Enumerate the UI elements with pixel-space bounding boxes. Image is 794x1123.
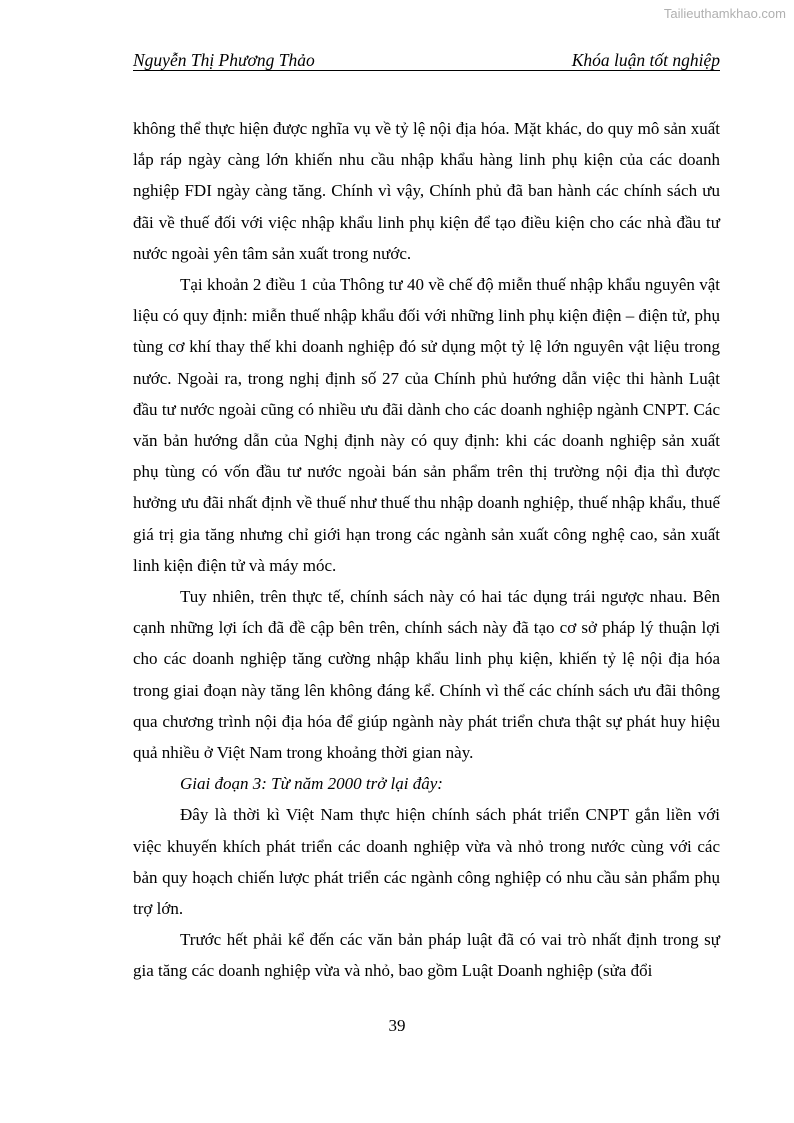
paragraph: Tại khoản 2 điều 1 của Thông tư 40 về chế độ miễn thuế nhập khẩu nguyên vật liệu có quy định: miễn thuế nhập khẩu đối với những linh phụ kiện điện – điện tử, phụ tùng cơ khí thay thế khi doanh nghiệp đó sử dụng một tỷ lệ lớn nguyên vật liệu trong nước. Ngoài ra, trong nghị định số 27 của Chính phủ hướng dẫn việc thi hành Luật đầu tư nước ngoài cũng có nhiều ưu đãi dành cho các doanh nghiệp ngành CNPT. Các văn bản hướng dẫn của Nghị định này có quy định: khi các doanh nghiệp sản xuất phụ tùng có vốn đầu tư nước ngoài bán sản phẩm trên thị trường nội địa thì được hưởng ưu đãi nhất định về thuế như thuế thu nhập doanh nghiệp, thuế nhập khẩu, thuế giá trị gia tăng nhưng chỉ giới hạn trong các ngành sản xuất công nghệ cao, sản xuất linh kiện điện tử và máy móc. (133, 275, 720, 575)
header-author: Nguyễn Thị Phương Thảo (133, 50, 315, 70)
page-header (133, 50, 720, 71)
watermark: Tailieuthamkhao.com (663, 6, 786, 21)
header-title: Khóa luận tốt nghiệp (571, 50, 720, 70)
paragraph: Tuy nhiên, trên thực tế, chính sách này có hai tác dụng trái ngược nhau. Bên cạnh những lợi ích đã đề cập bên trên, chính sách này đã tạo cơ sở pháp lý thuận lợi cho các doanh nghiệp tăng cường nhập khẩu linh phụ kiện, khiến tỷ lệ nội địa hóa trong giai đoạn này tăng lên không đáng kể. Chính vì thế các chính sách ưu đãi thông qua chương trình nội địa hóa để giúp ngành này phát triển chưa thật sự phát huy hiệu quả nhiều ở Việt Nam trong khoảng thời gian này. (133, 587, 720, 763)
paragraph: không thể thực hiện được nghĩa vụ về tỷ lệ nội địa hóa. Mặt khác, do quy mô sản xuất lắp ráp ngày càng lớn khiến nhu cầu nhập khẩu hàng linh phụ kiện của các doanh nghiệp FDI ngày càng tăng. Chính vì vậy, Chính phủ đã ban hành các chính sách ưu đãi về thuế đối với việc nhập khẩu linh phụ kiện để tạo điều kiện cho các nhà đầu tư nước ngoài yên tâm sản xuất trong nước. (133, 119, 720, 263)
section-heading: Giai đoạn 3: Từ năm 2000 trở lại đây: (180, 774, 443, 794)
page-number: 39 (388, 1016, 406, 1035)
body-text (133, 113, 720, 987)
paragraph: Trước hết phải kể đến các văn bản pháp luật đã có vai trò nhất định trong sự gia tăng các doanh nghiệp vừa và nhỏ, bao gồm Luật Doanh nghiệp (sửa đổi (133, 930, 720, 981)
paragraph: Đây là thời kì Việt Nam thực hiện chính sách phát triển CNPT gắn liền với việc khuyến khích phát triển các doanh nghiệp vừa và nhỏ trong nước cùng với các bản quy hoạch chiến lược phát triển các ngành công nghiệp có nhu cầu sản phẩm phụ trợ lớn. (133, 805, 720, 919)
